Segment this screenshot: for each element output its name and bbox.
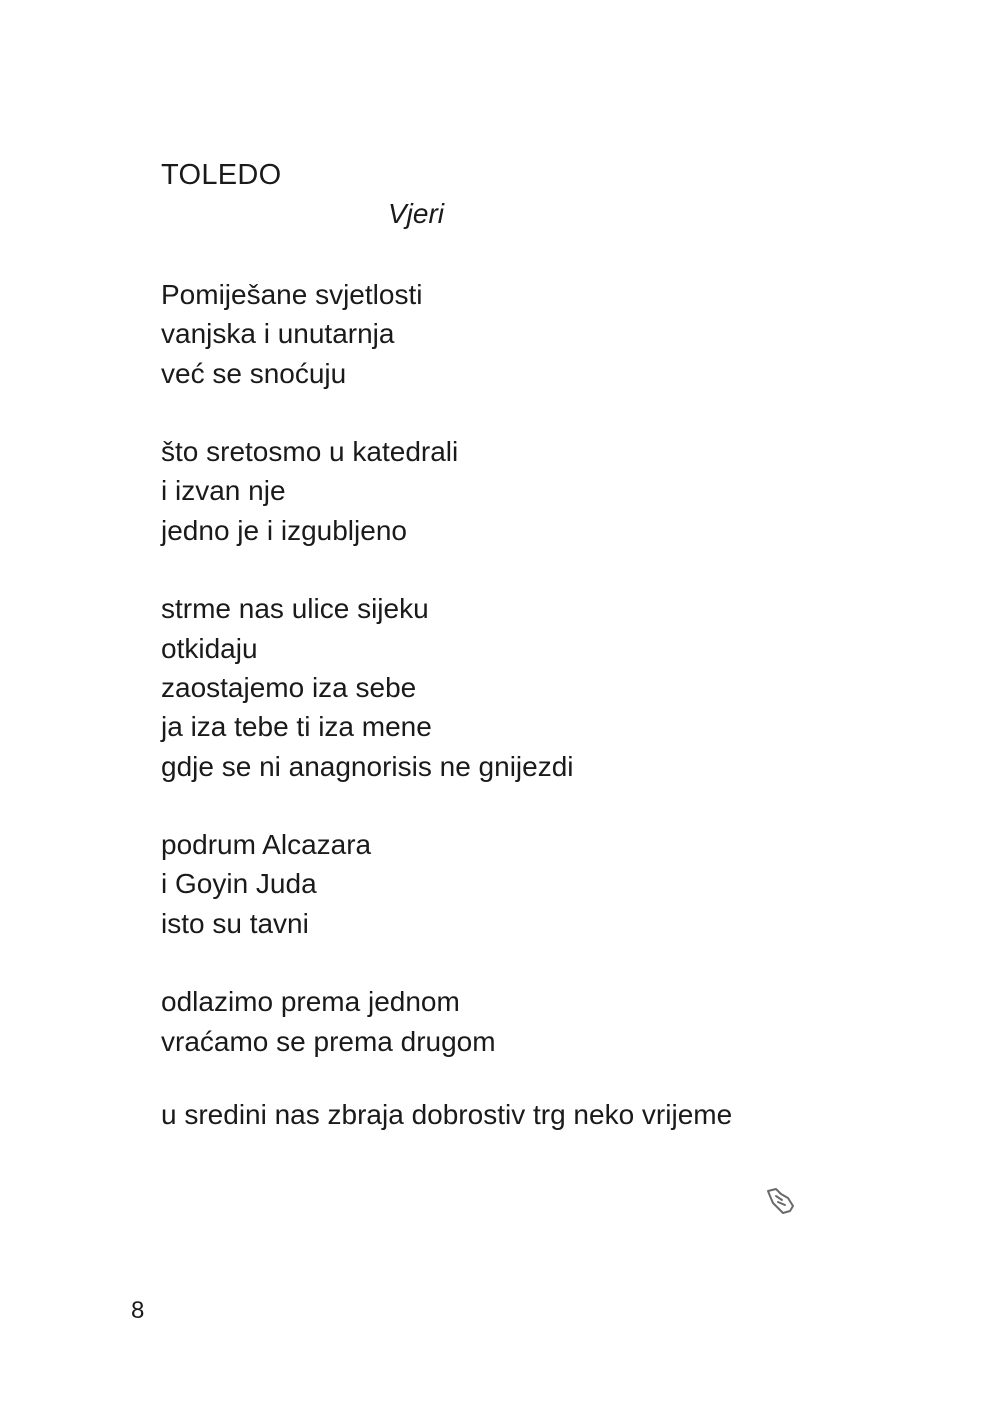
stanza-break [161, 1061, 881, 1095]
stanza-4 [161, 825, 881, 943]
stanza-1 [161, 275, 881, 393]
pointing-hand-mark-icon [764, 1184, 798, 1218]
stanza-break [161, 786, 881, 825]
verse-line: već se snoćuju [161, 357, 347, 389]
verse-line: vraćamo se prema drugom [161, 1025, 496, 1057]
verse-line: i Goyin Juda [161, 868, 317, 900]
stanza-5 [161, 982, 881, 1061]
poem-title: TOLEDO [161, 159, 282, 191]
verse-line: strme nas ulice sijeku [161, 593, 429, 625]
stanza-break [161, 393, 881, 432]
page-number: 8 [131, 1297, 145, 1324]
verse-line: isto su tavni [161, 907, 309, 939]
verse-line: vanjska i unutarnja [161, 318, 395, 350]
verse-line: podrum Alcazara [161, 829, 372, 861]
verse-line: što sretosmo u katedrali [161, 436, 459, 468]
verse-line: ja iza tebe ti iza mene [161, 711, 432, 743]
stanza-6 [161, 1095, 881, 1134]
stanza-3 [161, 589, 881, 785]
stanza-break [161, 943, 881, 982]
verse-line: gdje se ni anagnorisis ne gnijezdi [161, 750, 574, 782]
verse-line: u sredini nas zbraja dobrostiv trg neko vrijeme [161, 1098, 733, 1130]
poem-body [161, 275, 881, 1134]
verse-line: i izvan nje [161, 475, 286, 507]
verse-line: otkidaju [161, 632, 258, 664]
verse-line: jedno je i izgubljeno [161, 514, 407, 546]
stanza-2 [161, 432, 881, 550]
stanza-break [161, 550, 881, 589]
verse-line: odlazimo prema jednom [161, 986, 460, 1018]
poem-dedication: Vjeri [388, 198, 445, 229]
verse-line: zaostajemo iza sebe [161, 671, 417, 703]
verse-line: Pomiješane svjetlosti [161, 279, 423, 310]
